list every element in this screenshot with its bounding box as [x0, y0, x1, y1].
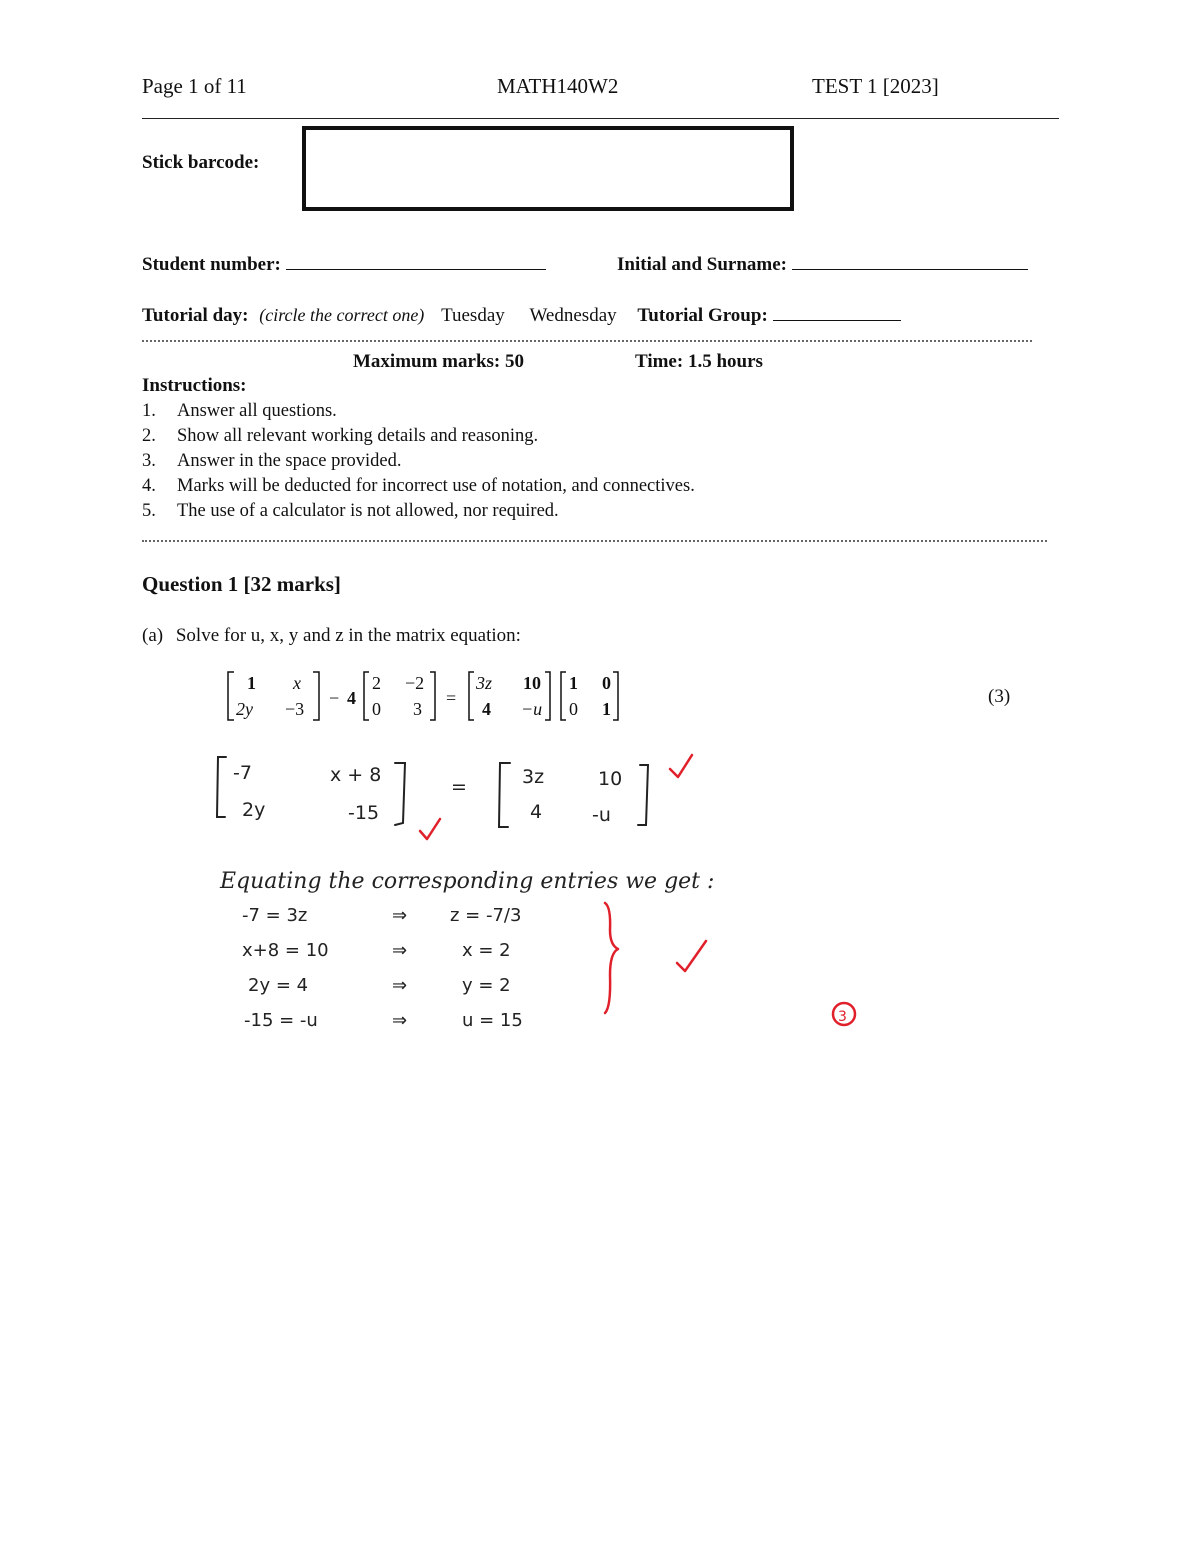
- m2-b: −2: [405, 673, 425, 693]
- tutorial-row: [142, 302, 901, 327]
- hw-row-arrow: ⇒: [392, 905, 408, 926]
- m2-c: 0: [372, 699, 381, 719]
- name-label: Initial and Surname:: [617, 254, 787, 275]
- m4-a: 1: [569, 673, 578, 693]
- m4-b: 0: [602, 673, 611, 693]
- hw-rhs-a: 3z: [522, 766, 545, 788]
- barcode-label: Stick barcode:: [142, 152, 260, 173]
- tutorial-group-field[interactable]: [773, 302, 901, 321]
- hw-lhs-a: -7: [233, 762, 252, 784]
- hw-row-eq: x+8 = 10: [242, 940, 329, 961]
- question-title: Question 1 [32 marks]: [142, 572, 341, 596]
- hw-heading: Equating the corresponding entries we get :: [220, 869, 715, 894]
- m1-c: 2y: [236, 699, 253, 719]
- tutorial-day-label: Tutorial day:: [142, 305, 249, 326]
- op-minus: −: [329, 688, 340, 708]
- instructions-list: [142, 399, 695, 524]
- hw-lhs-c: 2y: [242, 799, 266, 821]
- m3-d: −u: [521, 699, 543, 719]
- m4-d: 1: [602, 699, 611, 719]
- brace-icon: [605, 903, 618, 1013]
- hw-lhs-b: x + 8: [330, 764, 382, 786]
- page-number: Page 1 of 11: [142, 74, 247, 98]
- hw-row-arrow: ⇒: [392, 1010, 408, 1031]
- hw-lhs-d: -15: [348, 802, 380, 824]
- m3-b: 10: [523, 673, 541, 693]
- hw-rhs-c: 4: [530, 801, 543, 823]
- hw-rhs-b: 10: [598, 768, 623, 790]
- time-allowed: Time: 1.5 hours: [635, 351, 763, 372]
- hw-row-arrow: ⇒: [392, 940, 408, 961]
- check-mark-icon: [420, 819, 440, 839]
- hw-rhs-d: -u: [592, 804, 611, 826]
- day-option-tuesday[interactable]: Tuesday: [441, 305, 505, 326]
- header-rule: [142, 118, 1059, 119]
- part-a: [142, 625, 521, 647]
- m2-d: 3: [413, 699, 422, 719]
- m1-d: −3: [285, 699, 305, 719]
- dotted-separator: [142, 540, 1047, 542]
- hw-row-res: u = 15: [462, 1010, 523, 1031]
- part-a-text: Solve for u, x, y and z in the matrix equation:: [175, 625, 521, 646]
- instructions-title: Instructions:: [142, 375, 247, 396]
- tutorial-group-label: Tutorial Group:: [637, 305, 768, 326]
- op-equals: =: [446, 688, 457, 708]
- instruction-item: 5. The use of a calculator is not allowed, nor required.: [142, 501, 559, 521]
- m2-a: 2: [372, 673, 381, 693]
- hw-row-res: y = 2: [462, 975, 511, 996]
- instruction-item: 4. Marks will be deducted for incorrect use of notation, and connectives.: [142, 476, 695, 496]
- hw-row-eq: -15 = -u: [244, 1010, 318, 1031]
- day-option-wednesday[interactable]: Wednesday: [529, 305, 617, 326]
- hw-row-eq: -7 = 3z: [242, 905, 308, 926]
- m3-a: 3z: [476, 673, 493, 693]
- tutorial-day-hint: (circle the correct one): [259, 305, 425, 325]
- barcode-box: [302, 126, 794, 211]
- hw-equals: =: [451, 776, 467, 798]
- scalar: 4: [347, 688, 356, 708]
- matrix-equation: [225, 668, 645, 724]
- max-marks: Maximum marks: 50: [353, 351, 524, 372]
- name-row: [617, 251, 1028, 276]
- course-code: MATH140W2: [497, 74, 619, 98]
- student-number-label: Student number:: [142, 254, 281, 275]
- test-title: TEST 1 [2023]: [812, 74, 939, 98]
- score-mark: 3: [838, 1009, 847, 1025]
- instruction-item: 3. Answer in the space provided.: [142, 451, 402, 471]
- marks-label: (3): [988, 686, 1011, 707]
- hw-row-res: z = -7/3: [450, 905, 522, 926]
- instruction-item: 1. Answer all questions.: [142, 401, 337, 421]
- instruction-item: 2. Show all relevant working details and reasoning.: [142, 426, 539, 446]
- hw-row-res: x = 2: [462, 940, 511, 961]
- name-field[interactable]: [792, 251, 1028, 270]
- check-mark-icon: [677, 941, 706, 971]
- m1-b: x: [293, 673, 301, 693]
- hw-row-arrow: ⇒: [392, 975, 408, 996]
- m3-c: 4: [482, 699, 491, 719]
- hw-row-eq: 2y = 4: [248, 975, 309, 996]
- check-mark-icon: [670, 755, 692, 777]
- student-number-field[interactable]: [286, 251, 546, 270]
- dotted-separator: [142, 340, 1032, 342]
- part-a-label: (a): [142, 625, 164, 646]
- handwritten-solution: [200, 745, 900, 1045]
- student-number-row: [142, 251, 546, 276]
- m4-c: 0: [569, 699, 578, 719]
- m1-a: 1: [247, 673, 256, 693]
